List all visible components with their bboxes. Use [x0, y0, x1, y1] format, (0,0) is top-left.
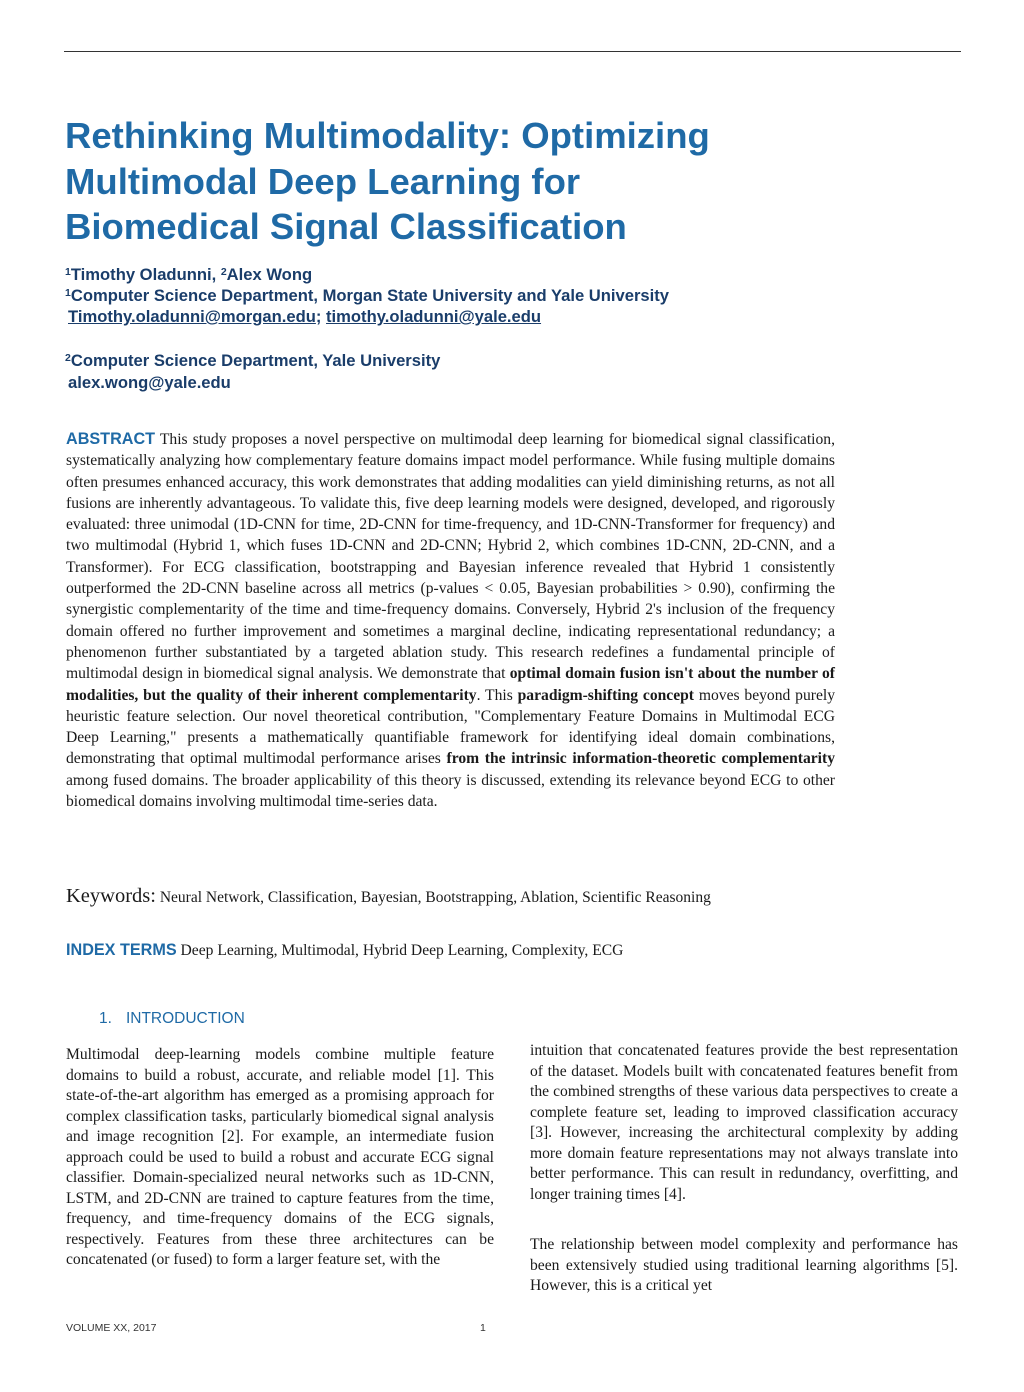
keywords-text: Neural Network, Classification, Bayesian, Bootstrapping, Ablation, Scientific Reasoning	[155, 889, 711, 906]
abstract-text-1: This study proposes a novel perspective on multimodal deep learning for biomedical signal classification, systematically analyzing how complementary feature domains impact model performance. While fusing multiple domains often presumes enhanced accuracy, this work demonstrates that adding modalities can yield diminishing returns, as not all fusions are inherently advantageous. To validate this, five deep learning models were designed, developed, and rigorously evaluated: three unimodal (1D-CNN for time, 2D-CNN for time-frequency, and 1D-CNN-Transformer for frequency) and two multimodal (Hybrid 1, which fuses 1D-CNN and 2D-CNN; Hybrid 2, which combines 1D-CNN, 2D-CNN, and a Transformer). For ECG classification, bootstrapping and Bayesian inference revealed that Hybrid 1 consistently outperformed the 2D-CNN baseline across all metrics (p-values < 0.05, Bayesian probabilities > 0.90), confirming the synergistic complementarity of the time and time-frequency domains. Conversely, Hybrid 2's inclusion of the frequency domain offered no further improvement and sometimes a marginal decline, indicating representational redundancy; a phenomenon further substantiated by a targeted ablation study. This research redefines a fundamental principle of multimodal design in biomedical signal analysis. We demonstrate that	[66, 431, 835, 683]
abstract-text-2: . This	[476, 686, 518, 704]
section-heading	[99, 1010, 245, 1028]
author1-superscript: 1	[65, 266, 71, 278]
paper-title	[65, 113, 925, 250]
title-line-1: Rethinking Multimodality: Optimizing	[65, 115, 710, 156]
abstract	[66, 429, 835, 812]
keywords-label: Keywords:	[66, 885, 156, 907]
section-title: INTRODUCTION	[125, 1010, 245, 1027]
page-number: 1	[480, 1322, 486, 1334]
intro-column-2-paragraph-2: The relationship between model complexity and performance has been extensively studied using traditional learning algorithms [5]. However, this is a critical yet	[530, 1236, 958, 1294]
abstract-text-4: among fused domains. The broader applicability of this theory is discussed, extending its relevance beyond ECG to other biomedical domains involving multimodal time-series data.	[66, 771, 835, 811]
abstract-bold-3: from the intrinsic information-theoretic complementarity	[446, 750, 835, 768]
affiliation-2-email: alex.wong@yale.edu	[68, 373, 231, 392]
intro-column-2-paragraph-1: intuition that concatenated features provide the best representation of the dataset. Models built with concatenated features benefit from the combined strengths of these various data perspectives to create a complete feature set, leading to improved classification accuracy [3]. However, increasing the architectural complexity by adding more domain feature representations may not always translate into better performance. This can result in redundancy, overfitting, and longer training times [4].	[530, 1042, 958, 1203]
author-line	[65, 264, 312, 285]
title-line-2: Multimodal Deep Learning for	[65, 160, 581, 202]
index-terms-label: INDEX TERMS	[66, 941, 177, 959]
abstract-label: ABSTRACT	[66, 430, 156, 448]
keywords	[66, 885, 711, 908]
header-rule	[64, 51, 961, 52]
index-terms-text: Deep Learning, Multimodal, Hybrid Deep Learning, Complexity, ECG	[176, 942, 624, 959]
affiliation-2-superscript: 2	[65, 352, 71, 364]
abstract-bold-2: paradigm-shifting concept	[517, 686, 695, 704]
affiliation-2-text: Computer Science Department, Yale University	[70, 351, 441, 370]
abstract-text-3: moves beyond purely heuristic feature selection. Our novel theoretical contribution, "Complementary Feature Domains in Multimodal ECG Deep Learning," presents a mathematically quantifiable framework for identifying ideal domain combinations, demonstrating that optimal multimodal performance arises	[66, 686, 836, 768]
author1-name: Timothy Oladunni,	[70, 265, 221, 284]
author2-superscript: 2	[220, 266, 227, 278]
affiliation-1-text: Computer Science Department, Morgan State University and Yale University	[70, 286, 670, 305]
title-line-3: Biomedical Signal Classification	[65, 206, 627, 247]
email-separator: ;	[315, 307, 327, 326]
affiliation-2	[65, 350, 440, 371]
email-link-yale[interactable]: timothy.oladunni@yale.edu	[326, 307, 542, 326]
intro-column-1: Multimodal deep-learning models combine multiple feature domains to build a robust, accurate, and reliable model [1]. This state-of-the-art algorithm has emerged as a promising approach for complex classification tasks, particularly biomedical signal analysis and image recognition [2]. For example, an intermediate fusion approach could be used to build a robust and accurate ECG signal classifier. Domain-specialized neural networks such as 1D-CNN, LSTM, and 2D-CNN are trained to capture features from the time, frequency, and time-frequency domains of the ECG signals, respectively. Features from these three architectures can be concatenated (or fused) to form a larger feature set, with the	[66, 1046, 494, 1268]
footer-volume: VOLUME XX, 2017	[66, 1322, 157, 1334]
email-link-morgan[interactable]: Timothy.oladunni@morgan.edu	[68, 307, 316, 326]
affiliation-1-emails	[68, 306, 541, 327]
section-number: 1.	[99, 1010, 112, 1027]
affiliation-1	[65, 285, 669, 306]
index-terms	[66, 941, 623, 960]
abstract-bold-1: optimal domain fusion isn't about the number of modalities, but the quality of their inherent complementarity	[66, 665, 835, 704]
affiliation-1-superscript: 1	[65, 287, 71, 299]
author2-name: Alex Wong	[226, 265, 313, 284]
